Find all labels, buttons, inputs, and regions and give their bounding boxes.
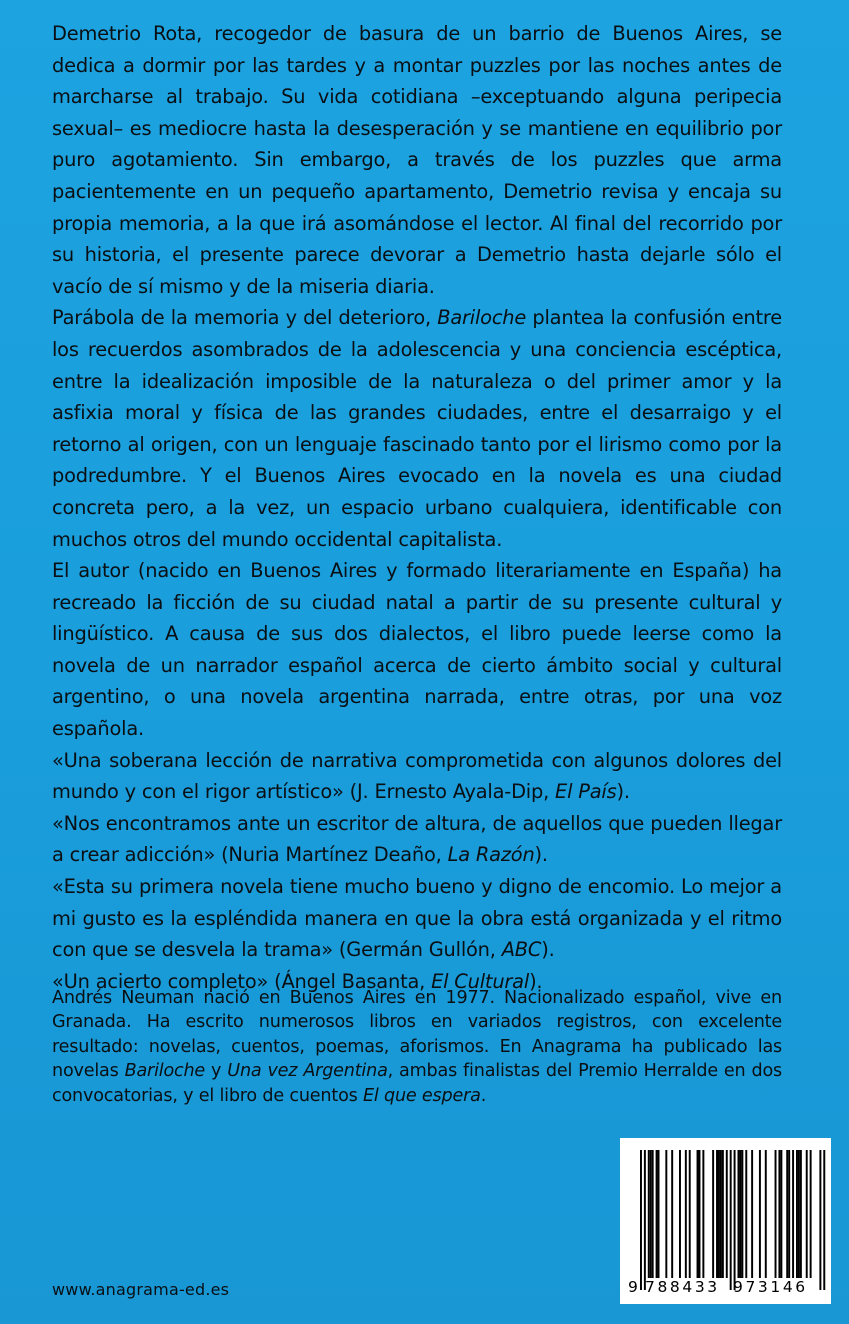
- barcode-guard-bar: [819, 1150, 821, 1290]
- barcode-bar: [780, 1150, 782, 1278]
- barcode-bar: [788, 1150, 790, 1278]
- barcode-bar: [778, 1150, 780, 1278]
- quote-source: El Cultural: [431, 969, 530, 993]
- synopsis-p2-start: Parábola de la memoria y del deterioro,: [52, 306, 438, 330]
- barcode-bar: [806, 1150, 808, 1278]
- barcode-bar: [699, 1150, 701, 1278]
- review-quote-2: [52, 808, 782, 871]
- barcode-bar: [739, 1150, 741, 1278]
- barcode-bar: [702, 1150, 704, 1278]
- barcode-bar: [741, 1150, 743, 1278]
- bio-title-2: Una vez Argentina: [227, 1061, 388, 1082]
- barcode-bar: [650, 1150, 652, 1278]
- quote-text: «Esta su primera novela tiene mucho bueno y digno de encomio. Lo mejor a mi gusto es la espléndida manera en que la obra está organizada y el ritmo con que se desvela la trama» (Germán Gullón,: [52, 875, 782, 962]
- barcode-bar: [656, 1150, 658, 1278]
- barcode-bar: [648, 1150, 650, 1278]
- barcode-guard-bar: [734, 1150, 736, 1290]
- barcode-bar: [679, 1150, 681, 1278]
- barcode-bar: [745, 1150, 747, 1278]
- barcode-guard-bar: [640, 1150, 642, 1290]
- isbn-barcode: [620, 1138, 831, 1304]
- review-quote-1: [52, 745, 782, 808]
- isbn-first-digit: 9: [628, 1278, 638, 1296]
- quote-close: ).: [616, 780, 630, 804]
- barcode-bar: [738, 1150, 740, 1278]
- barcode-bar: [652, 1150, 654, 1278]
- quote-source: El País: [555, 780, 617, 804]
- bio-title-1: Bariloche: [124, 1061, 206, 1082]
- barcode-bar: [726, 1150, 728, 1278]
- barcode-bar: [786, 1150, 788, 1278]
- isbn-right-group: 973146: [733, 1278, 808, 1296]
- barcode-bar: [765, 1150, 767, 1278]
- synopsis-text: [52, 18, 782, 997]
- bio-text-b: y: [205, 1061, 228, 1082]
- barcode-bar: [671, 1150, 673, 1278]
- book-title-italic: Bariloche: [437, 306, 527, 330]
- synopsis-paragraph-3: El autor (nacido en Buenos Aires y formado literariamente en España) ha recreado la ficción de su ciudad natal a partir de su presente cultural y lingüístico. A causa de sus dos dialectos, el libro puede leerse como la novela de un narrador español acerca de cierto ámbito social y cultural argentino, o una novela argentina narrada, entre otras, por una voz española.: [52, 559, 782, 741]
- barcode-bar: [716, 1150, 718, 1278]
- barcode-bar: [718, 1150, 720, 1278]
- barcode-bar: [810, 1150, 812, 1278]
- quote-source: ABC: [501, 938, 542, 962]
- bio-title-3: El que espera: [363, 1085, 481, 1106]
- quote-text: «Una soberana lección de narrativa comprometida con algunos dolores del mundo y con el rigor artístico» (J. Ernesto Ayala-Dip,: [52, 748, 782, 804]
- author-bio-paragraph: [52, 986, 782, 1108]
- bio-text-d: .: [480, 1085, 487, 1106]
- barcode-bar: [792, 1150, 794, 1278]
- barcode-bar: [759, 1150, 761, 1278]
- barcode-bar: [796, 1150, 798, 1278]
- barcode-bar: [800, 1150, 802, 1278]
- publisher-url: www.anagrama-ed.es: [52, 1280, 230, 1299]
- barcode-bar: [775, 1150, 777, 1278]
- barcode-guard-bar: [644, 1150, 646, 1290]
- barcode-bar: [689, 1150, 691, 1278]
- barcode-guard-bar: [730, 1150, 732, 1290]
- synopsis-paragraph-2: [52, 302, 782, 555]
- isbn-digits: [620, 1278, 831, 1298]
- barcode-bar: [712, 1150, 714, 1278]
- barcode-bar: [751, 1150, 753, 1278]
- isbn-left-group: 788433: [645, 1278, 720, 1296]
- quote-source: La Razón: [447, 843, 535, 867]
- barcode-bar: [798, 1150, 800, 1278]
- barcode-bar: [665, 1150, 667, 1278]
- barcode-bar: [685, 1150, 687, 1278]
- author-bio: [52, 986, 782, 1108]
- barcode-bar: [720, 1150, 722, 1278]
- quote-close: ).: [529, 969, 543, 993]
- barcode-bar: [658, 1150, 660, 1278]
- barcode-bar: [722, 1150, 724, 1278]
- synopsis-p2-end: plantea la confusión entre los recuerdos asombrados de la adolescencia y una conciencia escéptica, entre la idealización imposible de la naturaleza o del primer amor y la asfixia moral y física de las grandes ciudades, entre el desarraigo y el retorno al origen, con un lenguaje fascinado tanto por el lirismo como por la podredumbre. Y el Buenos Aires evocado en la novela es una ciudad concreta pero, a la vez, un espacio urbano cualquiera, identificable con muchos otros del mundo occidental capitalista.: [52, 306, 782, 551]
- quote-text: «Un acierto completo» (Ángel Basanta,: [52, 969, 432, 993]
- barcode-bar: [697, 1150, 699, 1278]
- bio-text-c: , ambas finalistas del Premio Herralde en dos convocatorias, y el libro de cuentos: [52, 1061, 782, 1106]
- quote-close: ).: [534, 843, 548, 867]
- quote-close: ).: [541, 938, 555, 962]
- bio-text-a: Andrés Neuman nació en Buenos Aires en 1977. Nacionalizado español, vive en Granada. Ha escrito numerosos libros en variados registros, con excelente resultado: novelas, cuentos, poemas, aforismos. En Anagrama ha publicado las novelas: [52, 988, 782, 1082]
- quote-text: «Nos encontramos ante un escritor de altura, de aquellos que pueden llegar a crear adicción» (Nuria Martínez Deaño,: [52, 811, 782, 867]
- synopsis-paragraph-1: Demetrio Rota, recogedor de basura de un barrio de Buenos Aires, se dedica a dormir por las tardes y a montar puzzles por las noches antes de marcharse al trabajo. Su vida cotidiana –exceptuando alguna peripecia sexual– es mediocre hasta la desesperación y se mantiene en equilibrio por puro agotamiento. Sin embargo, a través de los puzzles que arma pacientemente en un pequeño apartamento, Demetrio revisa y encaja su propia memoria, a la que irá asomándose el lector. Al final del recorrido por su historia, el presente parece devorar a Demetrio hasta dejarle sólo el vacío de sí mismo y de la miseria diaria.: [52, 22, 782, 298]
- barcode-guard-bar: [823, 1150, 825, 1290]
- review-quote-3: [52, 871, 782, 966]
